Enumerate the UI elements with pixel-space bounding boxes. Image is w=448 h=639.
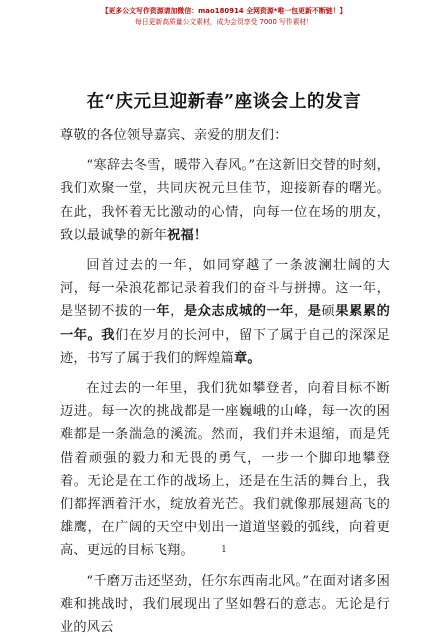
document-title: 在“庆元旦迎新春”座谈会上的发言 [86, 92, 362, 112]
paragraph-2-text-3: ， [294, 304, 308, 320]
page-number: 1 [221, 545, 227, 555]
paragraph-1-bold: 祝福！ [167, 227, 208, 243]
salutation: 尊敬的各位领导嘉宾、亲爱的朋友们： [60, 128, 288, 143]
promo-banner-line2: 每日更新高质量公文素材，成为会员享受 7000 写作素材！ [135, 18, 313, 26]
paragraph-2-text-1: 回首过去的一年，如同穿越了一条波澜壮阔的大河，每一朵浪花都记录着我们的奋斗与拼搏。这一年，是坚韧不拔的一 [60, 258, 390, 320]
paragraph-2-bold-1: 年 [156, 304, 171, 320]
paragraph-2-bold-5: 章。 [234, 350, 261, 366]
promo-banner-line1: 【更多公文写作资源请加微信：mao180914 全网资源*唯一包更新不断链！】 [101, 7, 347, 15]
document-body [60, 124, 390, 639]
paragraph-1-text: “寒辞去冬雪，暖带入春风。”在这新旧交替的时刻，我们欢聚一堂，共同庆祝元旦佳节，迎接新春的曙光。在此，我怀着无比激动的心情，向每一位在场的朋友，致以最诚挚的新年 [60, 158, 390, 243]
paragraph-2 [60, 254, 390, 370]
paragraph-2-bold-4: 果累累的一年。我 [60, 304, 390, 343]
paragraph-4: “千磨万击还坚劲，任尔东西南北风。”在面对诸多困难和挑战时，我们展现出了坚如磐石的意志。无论是行业的风云 [60, 573, 390, 636]
paragraph-2-text-2: ， [170, 304, 184, 320]
paragraph-2-text-4: 硕 [321, 304, 336, 320]
paragraph-2-text-5: 们在岁月的长河中，留下了属于自己的深深足迹，书写了属于我们的辉煌篇 [60, 327, 390, 366]
paragraph-2-bold-2: 是众志成城的一年 [183, 304, 295, 320]
paragraph-2-bold-3: 是 [307, 304, 322, 320]
paragraph-1 [60, 154, 390, 247]
promo-banner [0, 6, 448, 28]
paragraph-3: 在过去的一年里，我们犹如攀登者，向着目标不断迈进。每一次的挑战都是一座巍峨的山峰，每一次的困难都是一条湍急的溪流。然而，我们并未退缩，而是凭借着顽强的毅力和无畏的勇气，一步一个脚印地攀登着。无论是在工作的战场上，还是在生活的舞台上，我们都挥洒着汗水，绽放着光芒。我们就像那展翅高飞的雄鹰，在广阔的天空中划出一道道坚毅的弧线，向着更高、更远的目标飞翔。 [60, 381, 390, 559]
